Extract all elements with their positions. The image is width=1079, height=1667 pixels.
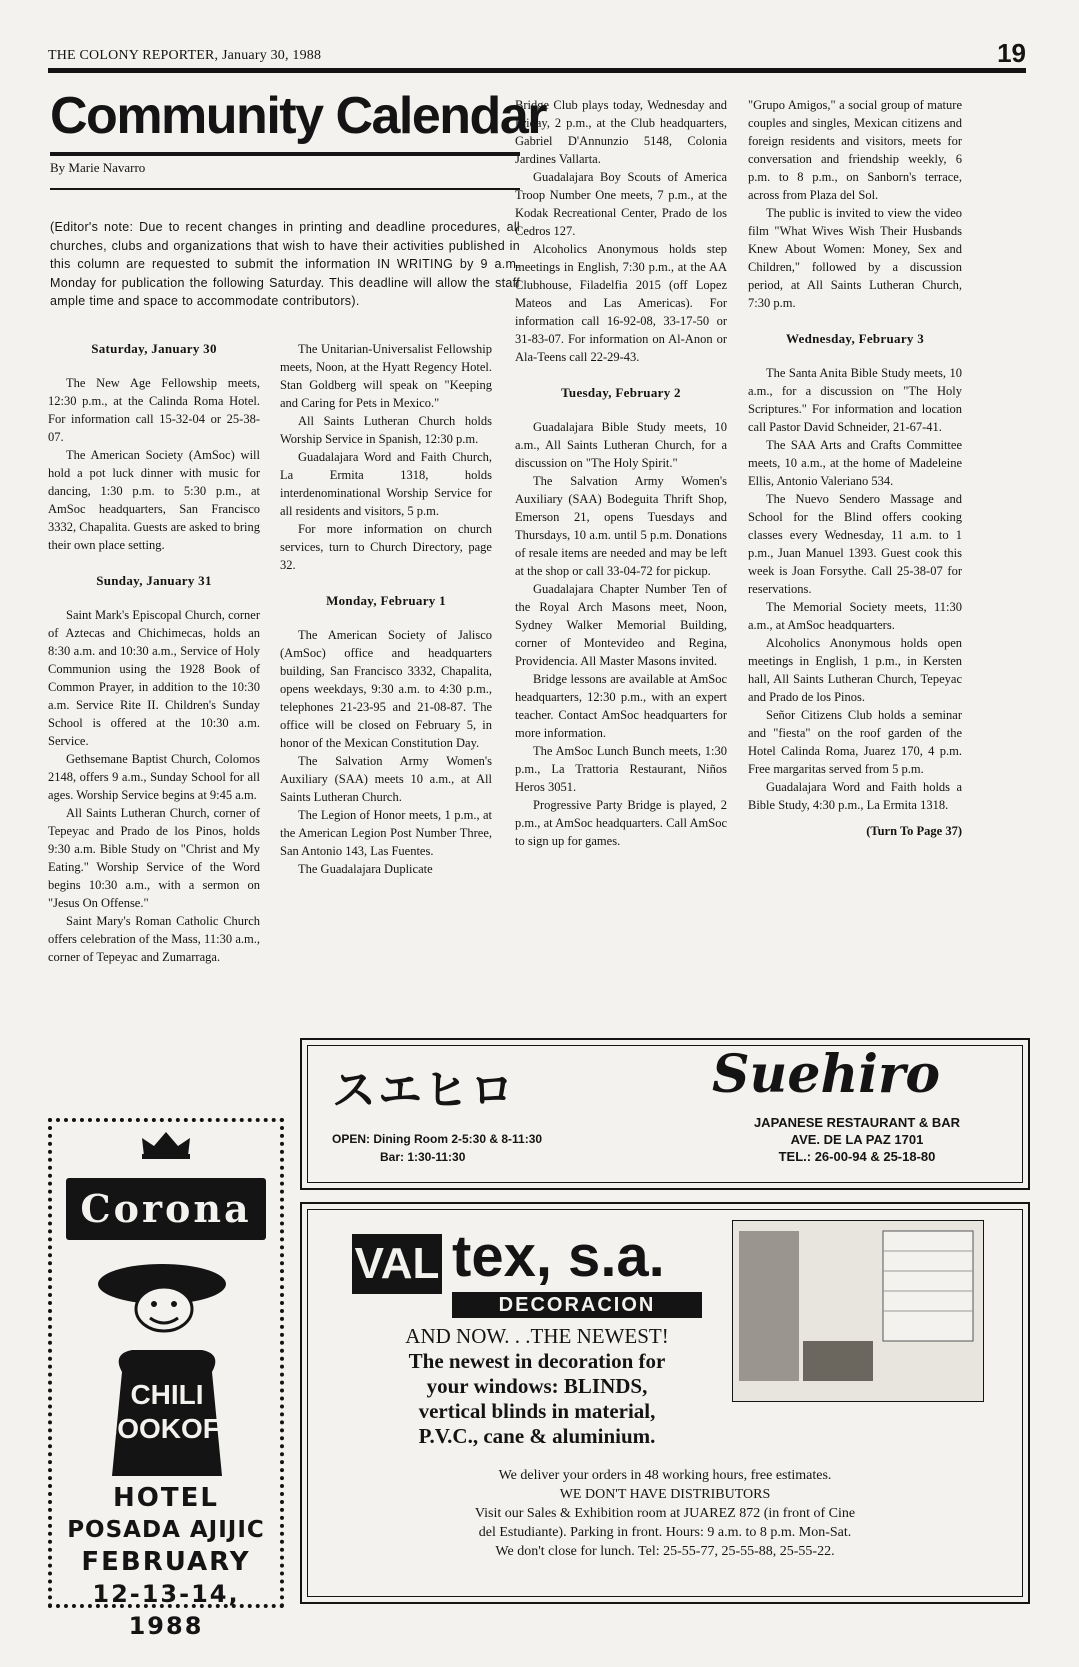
suehiro-ad xyxy=(300,1038,1030,1190)
headline-line: vertical blinds in material, xyxy=(418,1399,656,1423)
listing: The Salvation Army Women's Auxiliary (SAA) meets 10 a.m., at All Saints Lutheran Church. xyxy=(280,754,492,804)
listing: Guadalajara Word and Faith holds a Bible Study, 4:30 p.m., La Ermita 1318. xyxy=(748,780,962,812)
headline: AND NOW. . .THE NEWEST! xyxy=(405,1324,669,1348)
detail-line: WE DON'T HAVE DISTRIBUTORS xyxy=(559,1487,771,1502)
event-title-line1: CHILI xyxy=(130,1379,204,1410)
day-heading: Sunday, January 31 xyxy=(96,573,212,588)
valtex-logo-text: tex, s.a. xyxy=(452,1224,665,1289)
event-title-line2: COOKOFF xyxy=(97,1413,237,1444)
listing: "Grupo Amigos," a social group of mature couples and singles, Mexican citizens and foreign residents and visitors, meets for conversation and friendship weekly, 6 p.m. to 8 p.m., on Sanborn's terrace, across from Plaza del Sol. xyxy=(748,98,962,202)
detail-line: del Estudiante). Parking in front. Hours: 9 a.m. to 8 p.m. Mon-Sat. xyxy=(478,1525,852,1540)
blinds-image-icon xyxy=(733,1221,983,1401)
restaurant-description: JAPANESE RESTAURANT & BAR xyxy=(753,1115,961,1130)
listing: The Salvation Army Women's Auxiliary (SAA) Bodeguita Thrift Shop, Emerson 21, opens Tuesdays and Thursdays, 10 a.m. until 5 p.m. Donations of resale items are needed and may be left at the shop or call 33-04-72 for pickup. xyxy=(515,474,727,578)
listing: Bridge lessons are available at AmSoc headquarters, 12:30 p.m., with an expert teacher. Contact AmSoc headquarters for more information. xyxy=(515,672,727,740)
opening-hours: OPEN: Dining Room 2-5:30 & 8-11:30 xyxy=(332,1132,543,1146)
listing: All Saints Lutheran Church holds Worship Service in Spanish, 12:30 p.m. xyxy=(280,414,492,446)
listing: Saint Mary's Roman Catholic Church offers celebration of the Mass, 11:30 a.m., corner of Tepeyac and Zumarraga. xyxy=(48,914,260,964)
corona-ad xyxy=(48,1118,284,1640)
venue-line2: POSADA AJIJIC xyxy=(67,1517,265,1543)
page-number: 19 xyxy=(997,38,1026,68)
listing: The Memorial Society meets, 11:30 a.m., at AmSoc headquarters. xyxy=(748,600,962,632)
day-heading: Monday, February 1 xyxy=(326,593,446,608)
calendar-column-2 xyxy=(280,340,492,878)
byline-rule xyxy=(50,188,520,190)
masthead xyxy=(48,38,1026,68)
decoracion-tag: DECORACION xyxy=(452,1292,702,1318)
valtex-headline-block xyxy=(342,1324,732,1449)
editor-note: (Editor's note: Due to recent changes in printing and deadline procedures, all churches, clubs and organizations that wish to have their activities published in this column are requested to submit the information IN WRITING by 9 a.m. Monday for publication the following Saturday. This deadline will allow the staff ample time and space to accommodate contributors). xyxy=(50,220,520,308)
event-month: FEBRUARY xyxy=(81,1547,251,1577)
listing: The Guadalajara Duplicate xyxy=(298,862,433,876)
window-blinds-photo xyxy=(732,1220,984,1402)
restaurant-address: AVE. DE LA PAZ 1701 xyxy=(790,1132,924,1147)
publication-line: THE COLONY REPORTER, January 30, 1988 xyxy=(48,48,322,63)
headline-line: P.V.C., cane & aluminium. xyxy=(418,1424,656,1448)
day-heading: Tuesday, February 2 xyxy=(561,385,681,400)
turn-to-page: (Turn To Page 37) xyxy=(866,824,962,838)
chili-mascot-icon xyxy=(92,1254,242,1484)
column-title: Community Calendar xyxy=(50,87,546,145)
listing: Gethsemane Baptist Church, Colomos 2148, offers 9 a.m., Sunday School for all ages. Worship Service begins at 9:45 a.m. xyxy=(48,752,260,802)
valtex-details xyxy=(322,1466,1008,1561)
listing: The AmSoc Lunch Bunch meets, 1:30 p.m., La Trattoria Restaurant, Niños Heros 3051. xyxy=(515,744,727,794)
detail-line: We deliver your orders in 48 working hours, free estimates. xyxy=(498,1468,832,1483)
event-dates: 12-13-14, 1988 xyxy=(92,1580,240,1640)
chili-mascot-illustration xyxy=(92,1254,242,1484)
bar-hours: Bar: 1:30-11:30 xyxy=(380,1150,466,1164)
masthead-rule xyxy=(48,68,1026,73)
corona-logo: Corona xyxy=(66,1178,266,1240)
headline-line: your windows: BLINDS, xyxy=(426,1374,648,1398)
listing: Guadalajara Boy Scouts of America Troop Number One meets, 7 p.m., at the Kodak Recreational Center, Prado de los Cedros 127. xyxy=(515,170,727,238)
calendar-column-3 xyxy=(515,96,727,850)
listing: Bridge Club plays today, Wednesday and Friday, 2 p.m., at the Club headquarters, Gabriel D'Annunzio 5148, Colonia Jardines Vallarta. xyxy=(515,98,727,166)
listing: All Saints Lutheran Church, corner of Tepeyac and Prado de los Pinos, holds 9:30 a.m. Bible Study on "Christ and My Eating." Worship Service of the Word begins 10:30 a.m., with a sermon on "Jesus On Offense." xyxy=(48,806,260,910)
headline-line: The newest in decoration for xyxy=(408,1349,666,1373)
listing: The Nuevo Sendero Massage and School for the Blind offers cooking classes every Wednesday, 11 a.m. to 1 p.m., Juan Manuel 1393. Guest cook this week is Joan Forsythe. Call 25-38-07 for reservations. xyxy=(748,492,962,596)
calendar-column-1 xyxy=(48,340,260,966)
listing: The SAA Arts and Crafts Committee meets, 10 a.m., at the home of Madeleine Ellis, Antonio Valeriano 534. xyxy=(748,438,962,488)
listing: Guadalajara Chapter Number Ten of the Royal Arch Masons meet, Noon, Sydney Walker Memorial Building, corner of Montevideo and Regina, Providencia. All Master Masons invited. xyxy=(515,582,727,668)
listing: The New Age Fellowship meets, 12:30 p.m., at the Calinda Roma Hotel. For information call 15-32-04 or 25-38-07. xyxy=(48,376,260,444)
listing: Saint Mark's Episcopal Church, corner of Aztecas and Chichimecas, holds an 8:30 a.m. and 10:30 a.m., Service of Holy Communion using the 1928 Book of Common Prayer, in addition to the 10:30 a.m. Service Rite II. Children's Sunday School is offered at the 10:30 a.m. Service. xyxy=(48,608,260,748)
listing: For more information on church services, turn to Church Directory, page 32. xyxy=(280,522,492,572)
title-rule xyxy=(50,152,520,156)
suehiro-japanese-logo: スエヒロ xyxy=(332,1065,516,1116)
calendar-column-4 xyxy=(748,96,962,840)
venue-line1: HOTEL xyxy=(113,1483,219,1513)
valtex-logo-block: VAL xyxy=(352,1234,442,1294)
listing: The Santa Anita Bible Study meets, 10 a.m., for a discussion on "The Holy Scriptures." For information and location call Pastor David Schneider, 21-67-41. xyxy=(748,366,962,434)
detail-line: Visit our Sales & Exhibition room at JUAREZ 872 (in front of Cine xyxy=(474,1506,856,1521)
listing: The public is invited to view the video film "What Wives Wish Their Husbands Knew About Women: Money, Sex and Children," followed by a discussion period, at All Saints Lutheran Church, 7:30 p.m. xyxy=(748,206,962,310)
listing: Guadalajara Word and Faith Church, La Ermita 1318, holds interdenominational Worship Service for all residents and visitors, 5 p.m. xyxy=(280,450,492,518)
listing: The Legion of Honor meets, 1 p.m., at the American Legion Post Number Three, San Antonio 143, Las Fuentes. xyxy=(280,808,492,858)
restaurant-phone: TEL.: 26-00-94 & 25-18-80 xyxy=(778,1149,936,1164)
crown-icon-svg xyxy=(138,1130,194,1160)
day-heading: Wednesday, February 3 xyxy=(785,331,925,346)
listing: Alcoholics Anonymous holds step meetings in English, 7:30 p.m., at the AA Clubhouse, Filadelfia 2015 (off Lopez Mateos and Las Americas). For information call 16-92-08, 33-17-50 or 31-83-07. For information on Al-Anon or Ala-Teens call 22-29-43. xyxy=(515,242,727,364)
listing: The American Society (AmSoc) will hold a pot luck dinner with music for dancing, 1:30 p.m. to 5:30 p.m., at AmSoc headquarters, San Francisco 3332, Chapalita. Guests are asked to bring their own place setting. xyxy=(48,448,260,552)
valtex-ad xyxy=(300,1202,1030,1604)
day-heading: Saturday, January 30 xyxy=(91,341,217,356)
suehiro-logo: Suehiro xyxy=(712,1044,941,1105)
listing: Guadalajara Bible Study meets, 10 a.m., All Saints Lutheran Church, for a discussion on "The Holy Spirit." xyxy=(515,420,727,470)
listing: Progressive Party Bridge is played, 2 p.m., at AmSoc headquarters. Call AmSoc to sign up for games. xyxy=(515,798,727,848)
listing: Señor Citizens Club holds a seminar and "fiesta" on the roof garden of the Hotel Calinda Roma, Juarez 170, 4 p.m. Free margaritas served from 5 p.m. xyxy=(748,708,962,776)
restaurant-info xyxy=(732,1114,982,1165)
crown-icon xyxy=(52,1130,280,1168)
listing: The American Society of Jalisco (AmSoc) office and headquarters building, San Francisco 3332, Chapalita, opens weekdays, 9:30 a.m. to 4:30 p.m., telephones 21-23-95 and 21-08-87. The office will be closed on February 5, in honor of the Mexican Constitution Day. xyxy=(280,628,492,750)
event-details xyxy=(52,1482,280,1642)
listing: Alcoholics Anonymous holds open meetings in English, 1 p.m., in Kersten hall, All Saints Lutheran Church, Tepeyac and Prado de los Pinos. xyxy=(748,636,962,704)
listing: The Unitarian-Universalist Fellowship meets, Noon, at the Hyatt Regency Hotel. Stan Goldberg will speak on "Keeping and Caring for Pets in Mexico." xyxy=(280,342,492,410)
detail-line: We don't close for lunch. Tel: 25-55-77, 25-55-88, 25-55-22. xyxy=(495,1544,835,1559)
byline: By Marie Navarro xyxy=(50,160,146,175)
